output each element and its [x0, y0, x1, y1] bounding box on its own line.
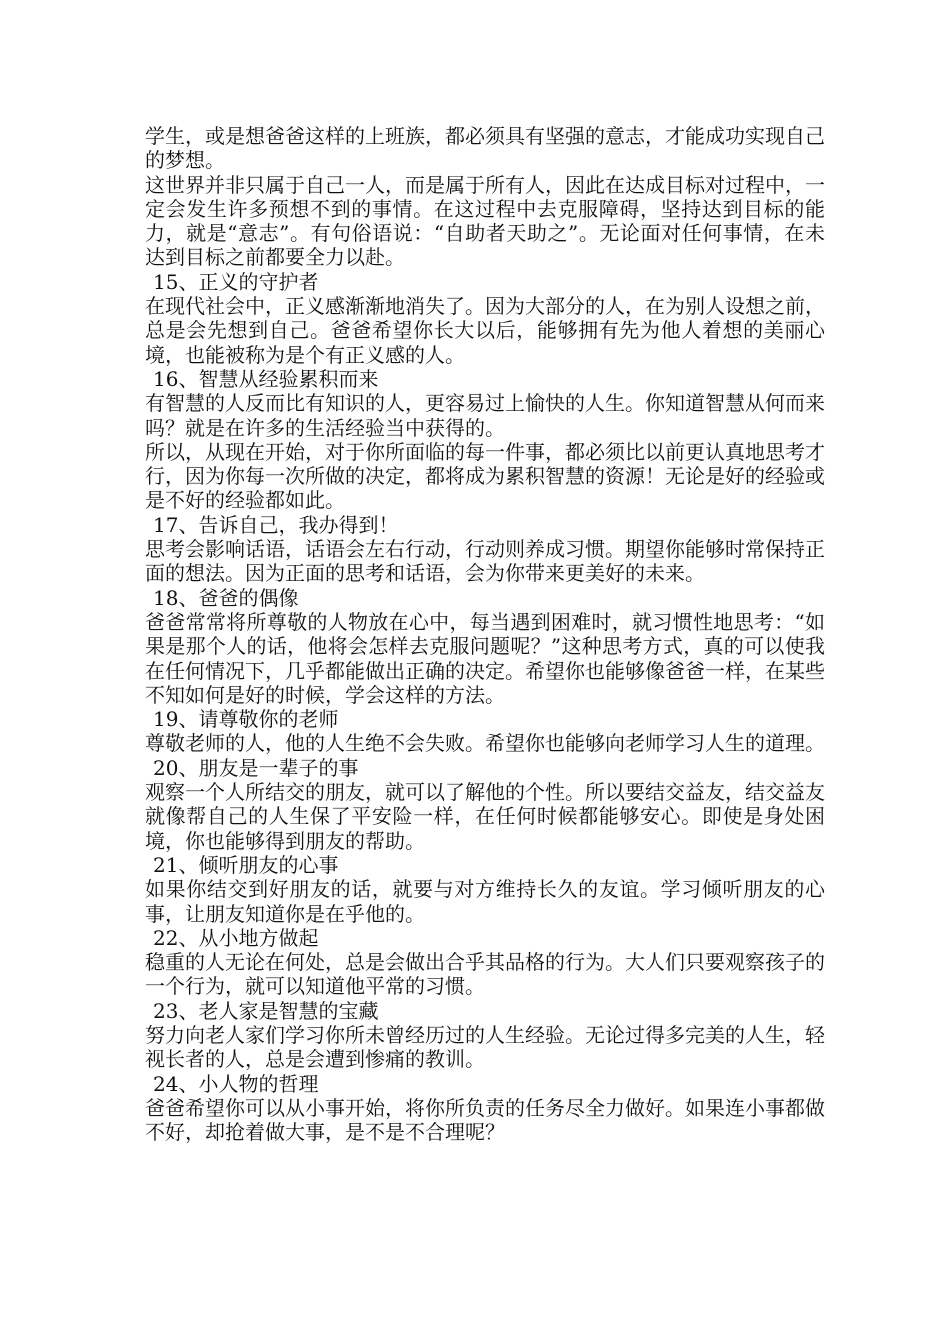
paragraph: 观察一个人所结交的朋友，就可以了解他的个性。所以要结交益友，结交益友就像帮自己的人生保了平安险一样，在任何时候都能够安心。即使是身处困境，你也能够得到朋友的帮助。 [145, 780, 825, 853]
paragraph: 有智慧的人反而比有知识的人，更容易过上愉快的人生。你知道智慧从何而来吗？就是在许多的生活经验当中获得的。 [145, 391, 825, 440]
paragraph: 如果你结交到好朋友的话，就要与对方维持长久的友谊。学习倾听朋友的心事，让朋友知道你是在乎他的。 [145, 877, 825, 926]
section-heading: 23、老人家是智慧的宝藏 [153, 998, 379, 1023]
paragraph: 爸爸常常将所尊敬的人物放在心中，每当遇到困难时，就习惯性地思考：“如果是那个人的话，他将会怎样去克服问题呢？”这种思考方式，真的可以使我在任何情况下，几乎都能做出正确的决定。希望你也能够像爸爸一样，在某些不知如何是好的时候，学会这样的方法。 [145, 609, 825, 707]
section-heading: 16、智慧从经验累积而来 [153, 366, 379, 391]
paragraph: 学生，或是想爸爸这样的上班族，都必须具有坚强的意志，才能成功实现自己的梦想。 [145, 124, 825, 173]
paragraph: 在现代社会中，正义感渐渐地消失了。因为大部分的人，在为别人设想之前，总是会先想到自己。爸爸希望你长大以后，能够拥有先为他人着想的美丽心境，也能被称为是个有正义感的人。 [145, 294, 825, 367]
section-heading: 20、朋友是一辈子的事 [153, 755, 359, 780]
section-heading: 18、爸爸的偶像 [153, 585, 299, 610]
section-heading: 21、倾听朋友的心事 [153, 852, 339, 877]
section-heading: 22、从小地方做起 [153, 925, 319, 950]
section-heading: 17、告诉自己，我办得到！ [153, 512, 399, 537]
paragraph: 所以，从现在开始，对于你所面临的每一件事，都必须比以前更认真地思考才行，因为你每一次所做的决定，都将成为累积智慧的资源！无论是好的经验或是不好的经验都如此。 [145, 439, 825, 513]
section-heading: 19、请尊敬你的老师 [153, 707, 339, 732]
document-page [145, 124, 825, 1144]
paragraph: 努力向老人家们学习你所未曾经历过的人生经验。无论过得多完美的人生，轻视长者的人，总是会遭到惨痛的教训。 [145, 1022, 825, 1072]
paragraph: 尊敬老师的人，他的人生绝不会失败。希望你也能够向老师学习人生的道理。 [145, 731, 825, 756]
section-heading: 15、正义的守护者 [153, 269, 319, 294]
paragraph: 思考会影响话语，话语会左右行动，行动则养成习惯。期望你能够时常保持正面的想法。因为正面的思考和话语，会为你带来更美好的未来。 [145, 537, 825, 586]
section-heading: 24、小人物的哲理 [153, 1071, 319, 1096]
paragraph: 爸爸希望你可以从小事开始，将你所负责的任务尽全力做好。如果连小事都做不好，却抢着做大事，是不是不合理呢？ [145, 1095, 825, 1145]
paragraph: 稳重的人无论在何处，总是会做出合乎其品格的行为。大人们只要观察孩子的一个行为，就可以知道他平常的习惯。 [145, 950, 825, 999]
paragraph: 这世界并非只属于自己一人，而是属于所有人，因此在达成目标对过程中，一定会发生许多预想不到的事情。在这过程中去克服障碍，坚持达到目标的能力，就是“意志”。有句俗语说：“自助者天助之”。无论面对任何事情，在未达到目标之前都要全力以赴。 [145, 172, 825, 270]
